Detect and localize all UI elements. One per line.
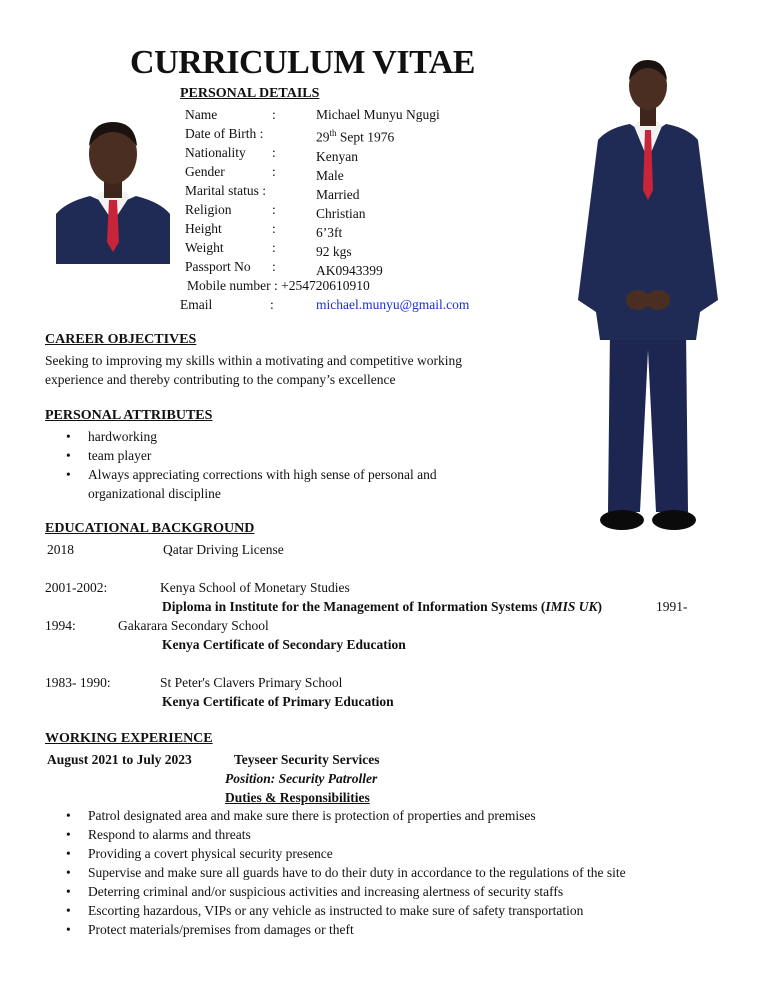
detail-label: Height (185, 221, 222, 236)
detail-value: Michael Munyu Ngugi (316, 107, 440, 122)
education-institution: Qatar Driving License (163, 542, 284, 557)
personal-attributes-heading: PERSONAL ATTRIBUTES (45, 408, 213, 423)
detail-separator: : (272, 202, 276, 217)
portrait-photo (56, 102, 170, 264)
work-period: August 2021 to July 2023 (47, 752, 192, 767)
career-objective-line-2: experience and thereby contributing to the company’s excellence (45, 372, 396, 387)
education-year: 2018 (47, 542, 74, 557)
detail-label: Religion (185, 202, 232, 217)
email-label: Email (180, 297, 213, 312)
detail-value: AK0943399 (316, 262, 383, 278)
document-title: CURRICULUM VITAE (130, 44, 475, 81)
detail-separator: : (272, 259, 276, 274)
education-institution: Kenya School of Monetary Studies (160, 580, 350, 595)
duties-heading: Duties & Responsibilities (225, 790, 370, 805)
detail-label: Passport No (185, 259, 251, 274)
education-institution: Gakarara Secondary School (118, 618, 269, 633)
detail-label: Gender (185, 164, 225, 179)
detail-value: 92 kgs (316, 243, 352, 259)
education-year: 2001-2002: (45, 580, 108, 595)
detail-label: Marital status : (185, 183, 266, 198)
personal-details-separators (272, 105, 276, 276)
education-year: 1983- 1990: (45, 675, 111, 690)
attribute-item: • team player (66, 446, 437, 465)
detail-label: Nationality (185, 145, 246, 160)
detail-separator: : (272, 240, 276, 255)
detail-separator: : (272, 164, 276, 179)
mobile-number: Mobile number : +254720610910 (187, 278, 370, 293)
detail-separator (272, 124, 276, 143)
duty-item: • Providing a covert physical security presence (66, 844, 626, 863)
education-qualification: Kenya Certificate of Primary Education (162, 694, 394, 709)
education-heading: EDUCATIONAL BACKGROUND (45, 521, 255, 536)
personal-details-heading: PERSONAL DETAILS (180, 86, 320, 101)
attribute-item: • hardworking (66, 427, 437, 446)
email-separator: : (270, 297, 274, 312)
duties-list (66, 806, 626, 939)
education-institution: St Peter's Clavers Primary School (160, 675, 343, 690)
work-experience-heading: WORKING EXPERIENCE (45, 731, 213, 746)
education-qualification: Kenya Certificate of Secondary Education (162, 637, 406, 652)
detail-value: Christian (316, 205, 366, 221)
duty-item: • Respond to alarms and threats (66, 825, 626, 844)
detail-separator: : (272, 221, 276, 236)
detail-value: Male (316, 167, 344, 183)
attributes-list (66, 427, 437, 503)
duty-item: • Patrol designated area and make sure there is protection of properties and premises (66, 806, 626, 825)
work-position: Position: Security Patroller (225, 771, 378, 786)
detail-separator: : (272, 107, 276, 122)
personal-details-values (316, 105, 440, 280)
duty-item: • Deterring criminal and/or suspicious activities and increasing alertness of security staffs (66, 882, 626, 901)
detail-value: 6’3ft (316, 224, 343, 240)
attribute-item: • Always appreciating corrections with high sense of personal and (66, 465, 437, 484)
career-objective-line-1: Seeking to improving my skills within a motivating and competitive working (45, 353, 462, 368)
education-qualification: Diploma in Institute for the Management of Information Systems (IMIS UK) (162, 599, 603, 614)
attribute-item-continued: organizational discipline (88, 486, 221, 501)
detail-value: Kenyan (316, 148, 358, 164)
detail-separator: : (272, 145, 276, 160)
education-year: 1994: (45, 618, 76, 633)
detail-label: Name (185, 107, 218, 122)
education-year: 1991- (656, 599, 688, 614)
work-company: Teyseer Security Services (234, 752, 380, 767)
email-link[interactable]: michael.munyu@gmail.com (316, 297, 470, 312)
detail-value: Married (316, 186, 360, 202)
detail-label: Date of Birth : (185, 126, 264, 141)
detail-separator (272, 181, 276, 200)
full-body-photo (568, 50, 728, 536)
duty-item: • Supervise and make sure all guards have to do their duty in accordance to the regulations of the site (66, 863, 626, 882)
career-objectives-heading: CAREER OBJECTIVES (45, 332, 197, 347)
personal-details-labels (185, 105, 266, 276)
duty-item: • Protect materials/premises from damages or theft (66, 920, 626, 939)
duty-item: • Escorting hazardous, VIPs or any vehicle as instructed to make sure of safety transportation (66, 901, 626, 920)
detail-value: 29th Sept 1976 (316, 128, 395, 145)
detail-label: Weight (185, 240, 224, 255)
